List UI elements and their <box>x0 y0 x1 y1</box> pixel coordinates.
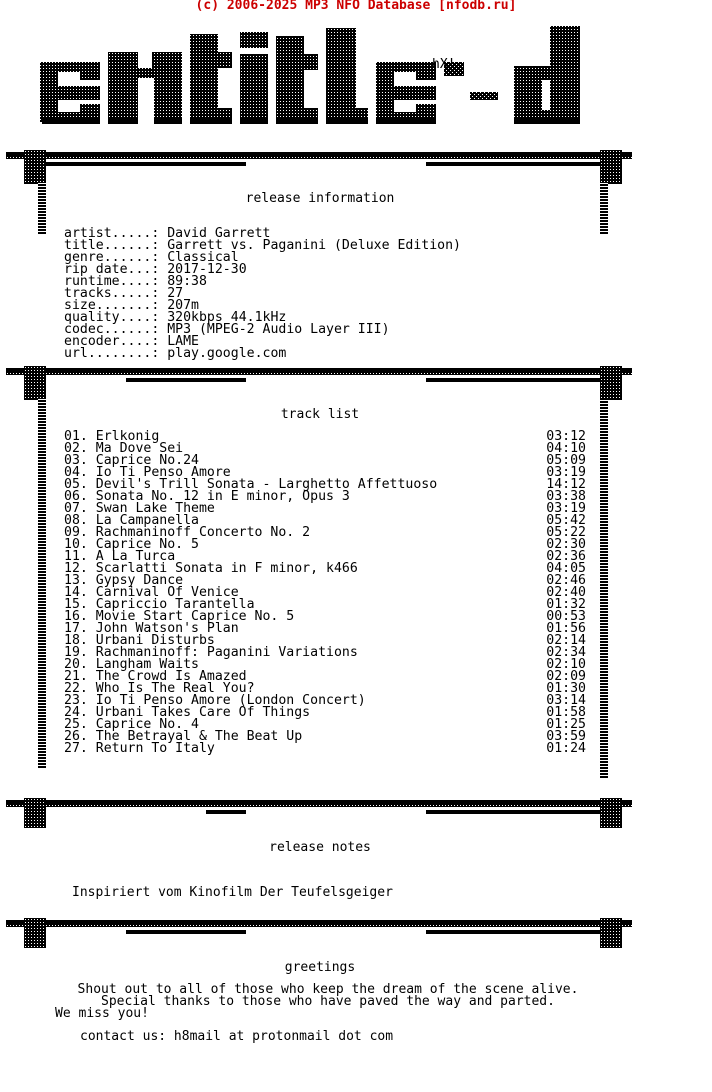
list-item: 18. Urbani Disturbs 02:14 <box>64 633 586 648</box>
list-item: 03. Caprice No.24 05:09 <box>64 453 586 468</box>
list-item: 17. John Watson's Plan 01:56 <box>64 621 586 636</box>
list-item: 20. Langham Waits 02:10 <box>64 657 586 672</box>
list-item: 06. Sonata No. 12 in E minor, Opus 3 03:38 <box>64 489 586 504</box>
divider-greetings <box>6 918 632 952</box>
field-tracks: tracks.....: 27 <box>64 286 184 301</box>
list-item: 25. Caprice No. 4 01:25 <box>64 717 586 732</box>
track-list-title: track list <box>280 407 360 422</box>
list-item: 24. Urbani Takes Care Of Things 01:58 <box>64 705 586 720</box>
greetings-line-1: Shout out to all of those who keep the dream of the scene alive. <box>77 982 579 997</box>
list-item: 12. Scarlatti Sonata in F minor, k466 04:05 <box>64 561 586 576</box>
list-item: 01. Erlkonig 03:12 <box>64 429 586 444</box>
list-item: 19. Rachmaninoff: Paganini Variations 02:34 <box>64 645 586 660</box>
release-info-fields <box>64 228 461 360</box>
frame-right-bar <box>600 182 608 234</box>
field-title: title......: Garrett vs. Paganini (Deluxe Edition) <box>64 238 461 253</box>
track-list <box>64 431 586 755</box>
field-codec: codec......: MP3 (MPEG-2 Audio Layer III) <box>64 322 390 337</box>
greetings-title: greetings <box>284 960 356 975</box>
list-item: 21. The Crowd Is Amazed 02:09 <box>64 669 586 684</box>
logo-tag: hX! <box>432 57 456 72</box>
field-size: size.......: 207m <box>64 298 199 313</box>
tracklist-right-bar <box>600 398 608 778</box>
greetings-line-3: We miss you! <box>55 1006 149 1021</box>
list-item: 26. The Betrayal & The Beat Up 03:59 <box>64 729 586 744</box>
list-item: 02. Ma Dove Sei 04:10 <box>64 441 586 456</box>
site-header-link[interactable]: (c) 2006-2025 MP3 NFO Database [nfodb.ru] <box>195 0 517 13</box>
list-item: 07. Swan Lake Theme 03:19 <box>64 501 586 516</box>
list-item: 22. Who Is The Real You? 01:30 <box>64 681 586 696</box>
field-url: url........: play.google.com <box>64 346 287 361</box>
list-item: 08. La Campanella 05:42 <box>64 513 586 528</box>
list-item: 27. Return To Italy 01:24 <box>64 741 586 756</box>
list-item: 11. A La Turca 02:36 <box>64 549 586 564</box>
divider-tracklist <box>6 366 632 400</box>
tracklist-left-bar <box>38 398 46 768</box>
list-item: 23. Io Ti Penso Amore (London Concert) 03:14 <box>64 693 586 708</box>
release-notes-title: release notes <box>269 840 371 855</box>
release-notes-text: Inspiriert vom Kinofilm Der Teufelsgeiger <box>72 885 393 900</box>
list-item: 14. Carnival Of Venice 02:40 <box>64 585 586 600</box>
field-artist: artist.....: David Garrett <box>64 226 271 241</box>
divider-notes <box>6 798 632 832</box>
frame-left-bar <box>38 182 46 234</box>
greetings-line-2: Special thanks to those who have paved the way and parted. <box>101 994 555 1009</box>
list-item: 10. Caprice No. 5 02:30 <box>64 537 586 552</box>
list-item: 05. Devil's Trill Sonata - Larghetto Affettuoso 14:12 <box>64 477 586 492</box>
field-encoder: encoder....: LAME <box>64 334 199 349</box>
list-item: 13. Gypsy Dance 02:46 <box>64 573 586 588</box>
field-genre: genre......: Classical <box>64 250 239 265</box>
list-item: 15. Capriccio Tarantella 01:32 <box>64 597 586 612</box>
entitled-logo <box>30 22 630 134</box>
contact-text: contact us: h8mail at protonmail dot com <box>80 1029 394 1044</box>
release-info-title: release information <box>245 191 395 206</box>
list-item: 09. Rachmaninoff Concerto No. 2 05:22 <box>64 525 586 540</box>
field-rip-date: rip date...: 2017-12-30 <box>64 262 247 277</box>
list-item: 16. Movie Start Caprice No. 5 00:53 <box>64 609 586 624</box>
field-quality: quality....: 320kbps 44.1kHz <box>64 310 287 325</box>
field-runtime: runtime....: 89:38 <box>64 274 207 289</box>
list-item: 04. Io Ti Penso Amore 03:19 <box>64 465 586 480</box>
divider-top <box>6 150 632 184</box>
